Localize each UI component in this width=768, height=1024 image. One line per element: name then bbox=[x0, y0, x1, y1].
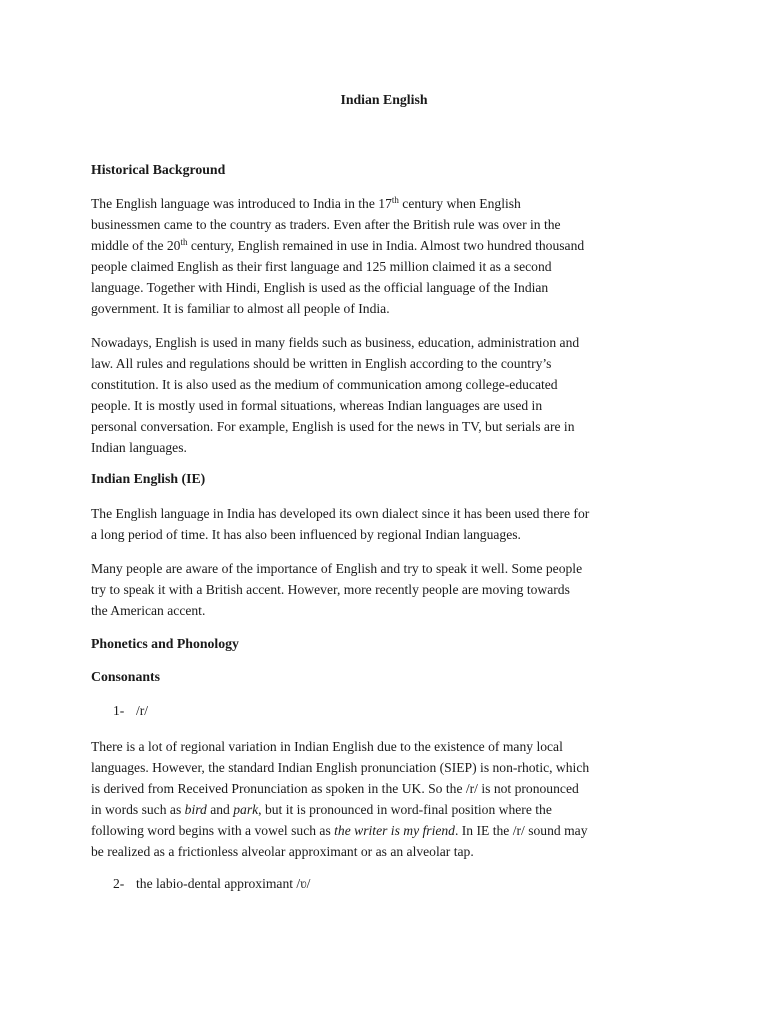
list-text: the labio-dental approximant /ʋ/ bbox=[136, 876, 311, 891]
paragraph-line: people claimed English as their first language and 125 million claimed it as a second bbox=[91, 259, 552, 274]
paragraph-line: be realized as a frictionless alveolar approximant or as an alveolar tap. bbox=[91, 844, 474, 859]
paragraph-line: government. It is familiar to almost all people of India. bbox=[91, 301, 390, 316]
paragraph-line: the American accent. bbox=[91, 603, 206, 618]
paragraph-line: a long period of time. It has also been influenced by regional Indian languages. bbox=[91, 527, 521, 542]
paragraph-line: Nowadays, English is used in many fields such as business, education, administration and bbox=[91, 335, 580, 350]
superscript-th: th bbox=[391, 195, 399, 205]
paragraph-line: The English language in India has developed its own dialect since it has been used there for bbox=[91, 506, 590, 521]
italic-example: park bbox=[233, 802, 259, 817]
paragraph-line: languages. However, the standard Indian English pronunciation (SIEP) is non-rhotic, which bbox=[91, 760, 590, 775]
paragraph-ie-2 bbox=[91, 558, 681, 621]
paragraph-line: language. Together with Hindi, English is used as the official language of the Indian bbox=[91, 280, 549, 295]
heading-indian-english-ie: Indian English (IE) bbox=[91, 471, 206, 486]
list-number: 1- bbox=[113, 703, 125, 718]
paragraph-line: There is a lot of regional variation in Indian English due to the existence of many local bbox=[91, 739, 563, 754]
paragraph-line: constitution. It is also used as the medium of communication among college-educated bbox=[91, 377, 558, 392]
paragraph-historical-1 bbox=[91, 193, 681, 319]
paragraph-historical-2 bbox=[91, 332, 681, 458]
paragraph-line: Many people are aware of the importance of English and try to speak it well. Some people bbox=[91, 561, 583, 576]
paragraph-line: in words such as bird and park, but it is pronounced in word-final position where the bbox=[91, 802, 552, 817]
paragraph-line: people. It is mostly used in formal situations, whereas Indian languages are used in bbox=[91, 398, 543, 413]
paragraph-line: middle of the 20th century, English remained in use in India. Almost two hundred thousand bbox=[91, 237, 585, 253]
list-item-labio-dental bbox=[113, 876, 310, 892]
paragraph-line: personal conversation. For example, English is used for the news in TV, but serials are in bbox=[91, 419, 575, 434]
paragraph-line: Indian languages. bbox=[91, 440, 187, 455]
italic-example: bird bbox=[184, 802, 207, 817]
paragraph-line: following word begins with a vowel such as the writer is my friend. In IE the /r/ sound may bbox=[91, 823, 588, 838]
list-number: 2- bbox=[113, 876, 125, 891]
heading-consonants: Consonants bbox=[91, 669, 161, 684]
document-title: Indian English bbox=[340, 92, 428, 107]
list-text: /r/ bbox=[136, 703, 149, 718]
paragraph-line: is derived from Received Pronunciation as spoken in the UK. So the /r/ is not pronounced bbox=[91, 781, 579, 796]
paragraph-line: try to speak it with a British accent. However, more recently people are moving towards bbox=[91, 582, 570, 597]
heading-phonetics-phonology: Phonetics and Phonology bbox=[91, 636, 239, 651]
italic-example: the writer is my friend bbox=[334, 823, 455, 838]
list-item-r bbox=[113, 703, 148, 719]
paragraph-line: businessmen came to the country as traders. Even after the British rule was over in the bbox=[91, 217, 561, 232]
superscript-th: th bbox=[180, 237, 188, 247]
paragraph-line: law. All rules and regulations should be written in English according to the country’s bbox=[91, 356, 552, 371]
paragraph-line: The English language was introduced to India in the 17th century when English bbox=[91, 195, 521, 211]
paragraph-ie-1 bbox=[91, 503, 681, 545]
paragraph-consonant-r bbox=[91, 736, 681, 862]
heading-historical-background: Historical Background bbox=[91, 162, 226, 177]
